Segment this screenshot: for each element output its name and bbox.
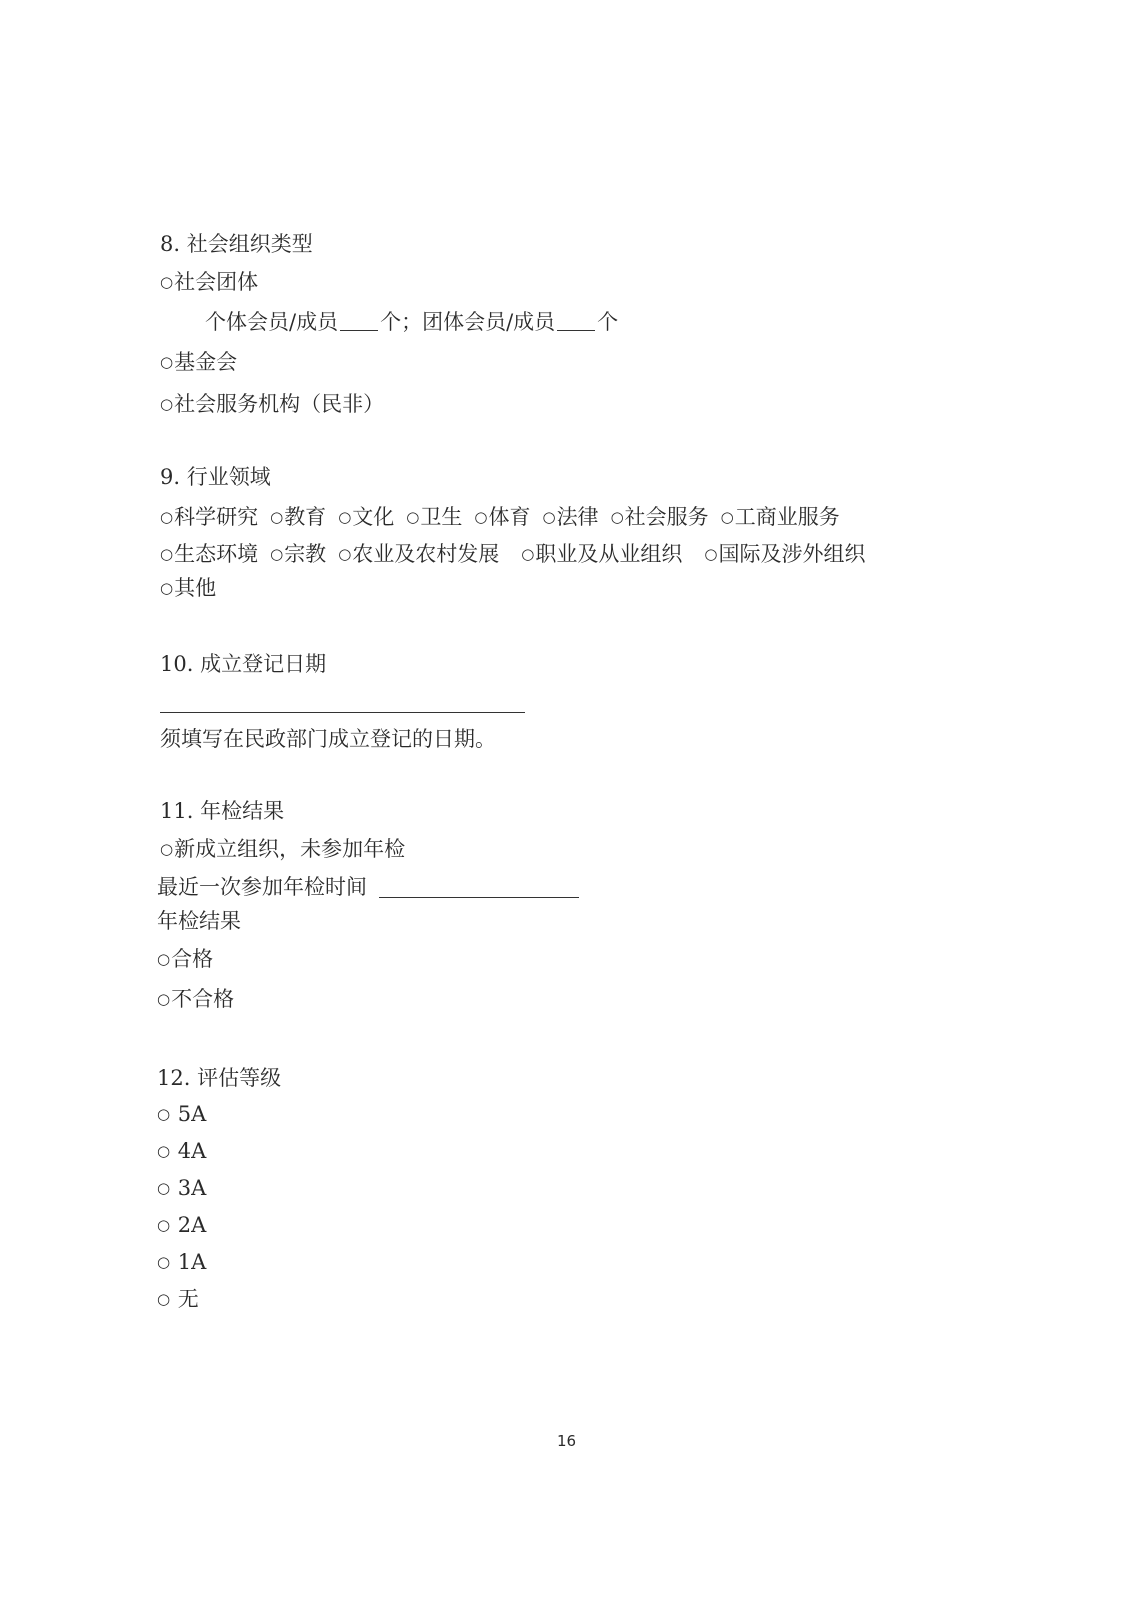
q9-option[interactable] [338, 503, 394, 531]
radio-circle-icon[interactable]: ○ [157, 1105, 171, 1123]
q9-option[interactable] [160, 503, 258, 531]
radio-circle-icon[interactable]: ○ [270, 508, 284, 526]
option-label: 文化 [352, 505, 395, 529]
q11-option-fail[interactable] [157, 985, 234, 1013]
q9-option[interactable] [542, 503, 598, 531]
group-member-label: 团体会员/成员 [422, 310, 556, 334]
radio-circle-icon[interactable]: ○ [157, 1290, 171, 1308]
option-label: 新成立组织，未参加年检 [174, 837, 406, 861]
q11-option-new[interactable] [160, 835, 405, 863]
option-label: 社会团体 [174, 270, 259, 294]
radio-circle-icon[interactable]: ○ [704, 545, 718, 563]
radio-circle-icon[interactable]: ○ [610, 508, 624, 526]
radio-circle-icon[interactable]: ○ [474, 508, 488, 526]
last-check-date-input-line[interactable] [379, 897, 579, 898]
q9-option[interactable] [474, 503, 530, 531]
option-label: 无 [177, 1287, 199, 1311]
q9-option[interactable] [611, 503, 709, 531]
group-member-blank[interactable] [557, 310, 595, 331]
q9-option[interactable] [160, 540, 258, 568]
option-label: 5A [177, 1102, 207, 1126]
q10-title: 10. 成立登记日期 [160, 652, 327, 676]
option-label: 生态环境 [174, 542, 259, 566]
option-label: 法律 [556, 505, 599, 529]
q12-option[interactable] [157, 1137, 206, 1165]
radio-circle-icon[interactable]: ○ [157, 1142, 171, 1160]
option-label: 2A [177, 1213, 207, 1237]
option-label: 3A [177, 1176, 207, 1200]
radio-circle-icon[interactable]: ○ [160, 353, 174, 371]
option-label: 不合格 [171, 987, 235, 1011]
radio-circle-icon[interactable]: ○ [157, 1253, 171, 1271]
option-label: 农业及农村发展 [352, 542, 500, 566]
option-label: 科学研究 [174, 505, 259, 529]
option-label: 工商业服务 [734, 505, 840, 529]
q9-option[interactable] [338, 540, 499, 568]
option-label: 卫生 [420, 505, 463, 529]
q8-title: 8. 社会组织类型 [160, 232, 313, 256]
q9-option[interactable] [160, 574, 216, 602]
option-label: 教育 [284, 505, 327, 529]
q12-option[interactable] [157, 1248, 206, 1276]
q8-option-foundation[interactable] [160, 348, 237, 376]
q10-note: 须填写在民政部门成立登记的日期。 [160, 727, 496, 751]
individual-member-blank[interactable] [340, 310, 378, 331]
option-label: 宗教 [284, 542, 327, 566]
radio-circle-icon[interactable]: ○ [157, 950, 171, 968]
q12-option[interactable] [157, 1211, 206, 1239]
option-label: 4A [177, 1139, 207, 1163]
radio-circle-icon[interactable]: ○ [160, 545, 174, 563]
q8-option-social-group[interactable] [160, 268, 258, 296]
option-label: 体育 [488, 505, 531, 529]
page-number: 16 [556, 1432, 577, 1450]
option-label: 基金会 [174, 350, 238, 374]
radio-circle-icon[interactable]: ○ [157, 1179, 171, 1197]
q9-option[interactable] [270, 503, 326, 531]
q8-member-count-row [205, 308, 618, 336]
radio-circle-icon[interactable]: ○ [157, 990, 171, 1008]
q8-option-service-org[interactable] [160, 390, 384, 418]
radio-circle-icon[interactable]: ○ [338, 545, 352, 563]
q12-title: 12. 评估等级 [157, 1066, 282, 1090]
option-label: 1A [177, 1250, 207, 1274]
radio-circle-icon[interactable]: ○ [270, 545, 284, 563]
radio-circle-icon[interactable]: ○ [542, 508, 556, 526]
unit-label: 个 [597, 310, 619, 334]
option-label: 其他 [174, 576, 217, 600]
radio-circle-icon[interactable]: ○ [160, 579, 174, 597]
radio-circle-icon[interactable]: ○ [406, 508, 420, 526]
q9-option[interactable] [704, 540, 865, 568]
q9-option[interactable] [406, 503, 462, 531]
option-label: 职业及从业组织 [535, 542, 683, 566]
radio-circle-icon[interactable]: ○ [338, 508, 352, 526]
option-label: 合格 [171, 947, 214, 971]
q9-option[interactable] [521, 540, 682, 568]
q12-option[interactable] [157, 1285, 199, 1313]
individual-member-label: 个体会员/成员 [205, 310, 339, 334]
option-label: 社会服务机构（民非） [174, 392, 385, 416]
option-label: 社会服务 [624, 505, 709, 529]
q9-option[interactable] [721, 503, 840, 531]
q12-option[interactable] [157, 1100, 206, 1128]
q9-options-row-3 [160, 574, 216, 602]
q9-title: 9. 行业领域 [160, 465, 271, 489]
radio-circle-icon[interactable]: ○ [160, 840, 174, 858]
radio-circle-icon[interactable]: ○ [160, 273, 174, 291]
radio-circle-icon[interactable]: ○ [521, 545, 535, 563]
unit-label: 个； [380, 310, 423, 334]
radio-circle-icon[interactable]: ○ [157, 1216, 171, 1234]
option-label: 国际及涉外组织 [718, 542, 866, 566]
radio-circle-icon[interactable]: ○ [720, 508, 734, 526]
q9-option[interactable] [270, 540, 326, 568]
q11-option-pass[interactable] [157, 945, 213, 973]
q9-options-row-1 [160, 503, 840, 531]
radio-circle-icon[interactable]: ○ [160, 508, 174, 526]
date-input-line[interactable] [160, 712, 525, 713]
q11-title: 11. 年检结果 [160, 799, 285, 823]
q11-last-check-label: 最近一次参加年检时间 [157, 875, 367, 899]
q11-result-label: 年检结果 [157, 909, 241, 933]
radio-circle-icon[interactable]: ○ [160, 395, 174, 413]
q9-options-row-2 [160, 540, 865, 568]
q12-option[interactable] [157, 1174, 206, 1202]
